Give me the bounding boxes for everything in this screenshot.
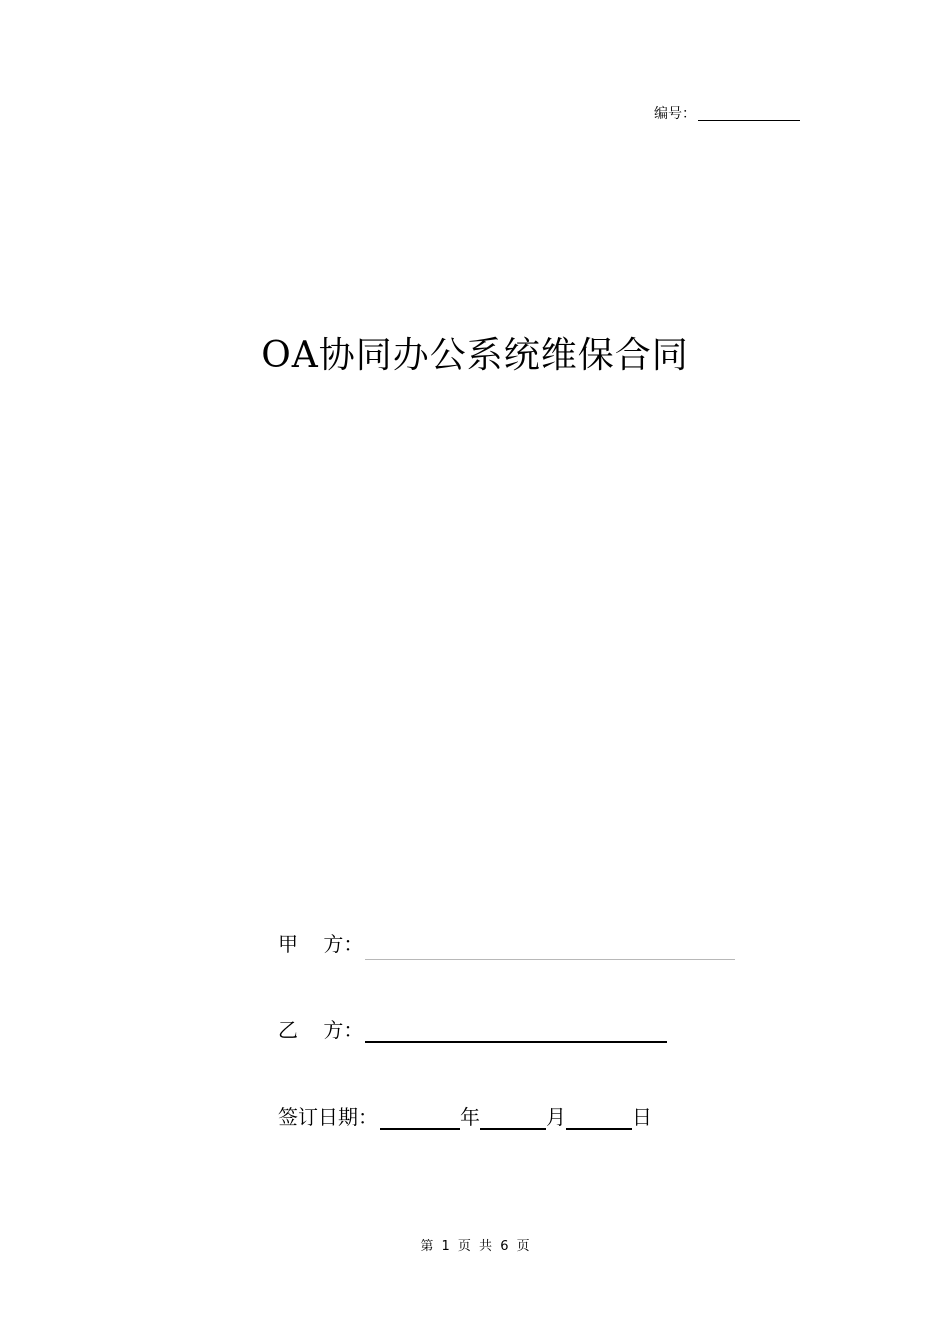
year-blank[interactable]: [380, 1128, 460, 1130]
party-a-field: [278, 930, 735, 958]
party-b-field: [278, 1016, 667, 1044]
month-label: 月: [546, 1105, 566, 1129]
month-blank[interactable]: [480, 1128, 546, 1130]
day-blank[interactable]: [566, 1128, 632, 1130]
party-b-blank[interactable]: [365, 1041, 667, 1043]
party-a-label: 甲 方：: [278, 932, 364, 956]
document-title: OA协同办公系统维保合同: [261, 335, 689, 376]
party-b-label: 乙 方：: [278, 1018, 364, 1042]
party-a-blank[interactable]: [365, 959, 735, 960]
sign-date-label: 签订日期：: [278, 1105, 378, 1129]
contract-number-label: 编号：: [654, 106, 696, 122]
year-label: 年: [460, 1105, 480, 1129]
sign-date-field: [278, 1103, 652, 1131]
day-label: 日: [632, 1105, 652, 1129]
page-indicator: 第 1 页 共 6 页: [420, 1239, 530, 1254]
contract-number: [654, 101, 800, 123]
contract-number-blank[interactable]: [698, 120, 800, 121]
